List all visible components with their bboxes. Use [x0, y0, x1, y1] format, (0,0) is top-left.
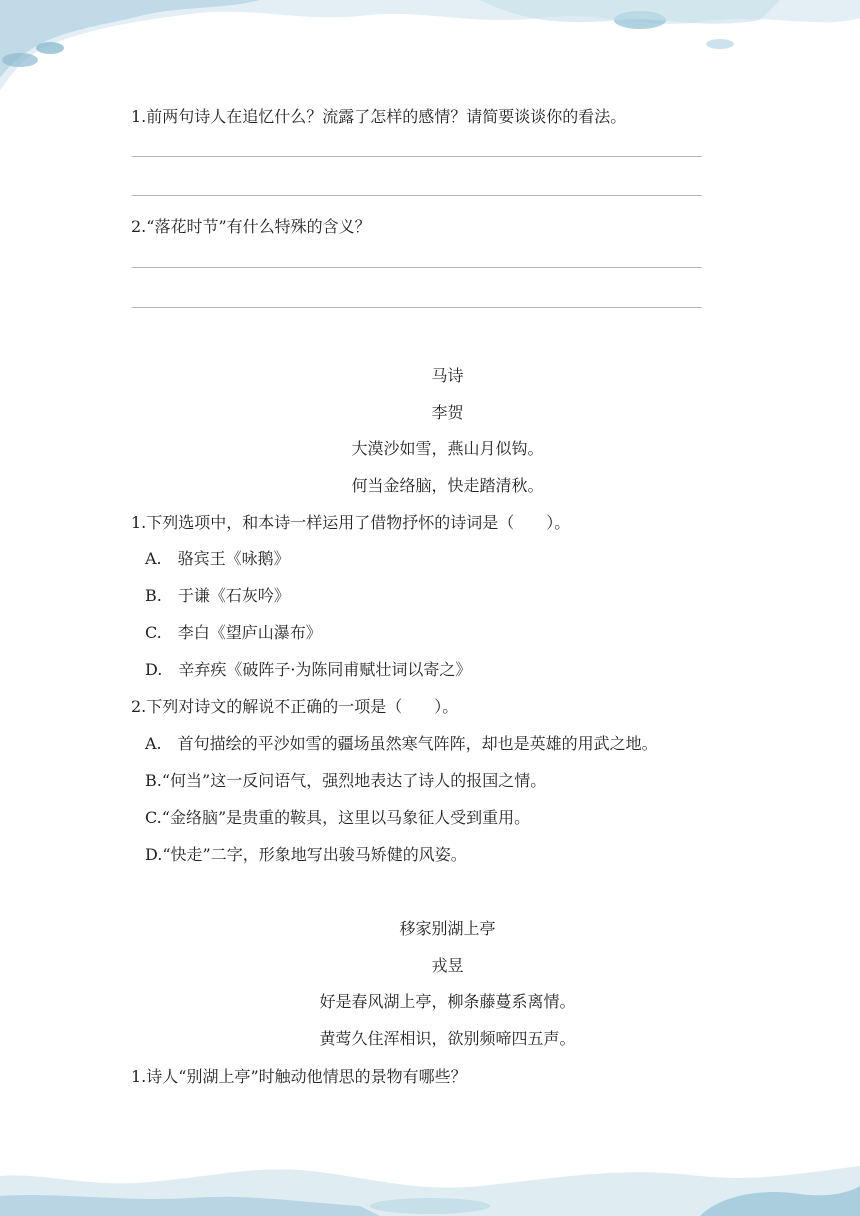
option-c[interactable]: C.“金络脑”是贵重的鞍具，这里以马象征人受到重用。 — [145, 808, 531, 827]
poem-title: 移家别湖上亭 — [399, 919, 496, 938]
option-c[interactable]: C. 李白《望庐山瀑布》 — [145, 623, 322, 642]
poem-line: 何当金络脑，快走踏清秋。 — [351, 476, 544, 495]
option-d[interactable]: D.“快走”二字，形象地写出骏马矫健的风姿。 — [145, 845, 467, 864]
poem-line: 好是春风湖上亭，柳条藤蔓系离情。 — [319, 992, 576, 1011]
answer-line[interactable] — [132, 156, 702, 157]
answer-line[interactable] — [132, 267, 702, 268]
poem-line: 黄莺久住浑相识，欲别频啼四五声。 — [319, 1029, 576, 1048]
poem-author: 李贺 — [431, 403, 464, 422]
option-d[interactable]: D. 辛弃疾《破阵子·为陈同甫赋壮词以寄之》 — [145, 660, 472, 679]
watercolor-top-border — [0, 0, 860, 100]
option-b[interactable]: B. 于谦《石灰吟》 — [145, 586, 290, 605]
poem-line: 大漠沙如雪，燕山月似钩。 — [351, 439, 544, 458]
question-stem: 1.下列选项中，和本诗一样运用了借物抒怀的诗词是（ ）。 — [131, 513, 571, 532]
question-stem: 2.下列对诗文的解说不正确的一项是（ ）。 — [131, 697, 459, 716]
watercolor-bottom-border — [0, 1136, 860, 1216]
question-2-falling-flowers: 2.“落花时节”有什么特殊的含义？ — [131, 217, 371, 236]
poem-title: 马诗 — [431, 366, 464, 385]
option-a[interactable]: A. 骆宾王《咏鹅》 — [145, 549, 290, 568]
option-b[interactable]: B.“何当”这一反问语气，强烈地表达了诗人的报国之情。 — [145, 771, 547, 790]
option-a[interactable]: A. 首句描绘的平沙如雪的疆场虽然寒气阵阵，却也是英雄的用武之地。 — [145, 734, 658, 753]
question-stem: 1.诗人“别湖上亭”时触动他情思的景物有哪些？ — [131, 1067, 467, 1086]
answer-line[interactable] — [132, 195, 702, 196]
poem-author: 戎昱 — [431, 956, 464, 975]
answer-line[interactable] — [132, 307, 702, 308]
question-1-recall: 1.前两句诗人在追忆什么？流露了怎样的感情？请简要谈谈你的看法。 — [131, 107, 627, 126]
